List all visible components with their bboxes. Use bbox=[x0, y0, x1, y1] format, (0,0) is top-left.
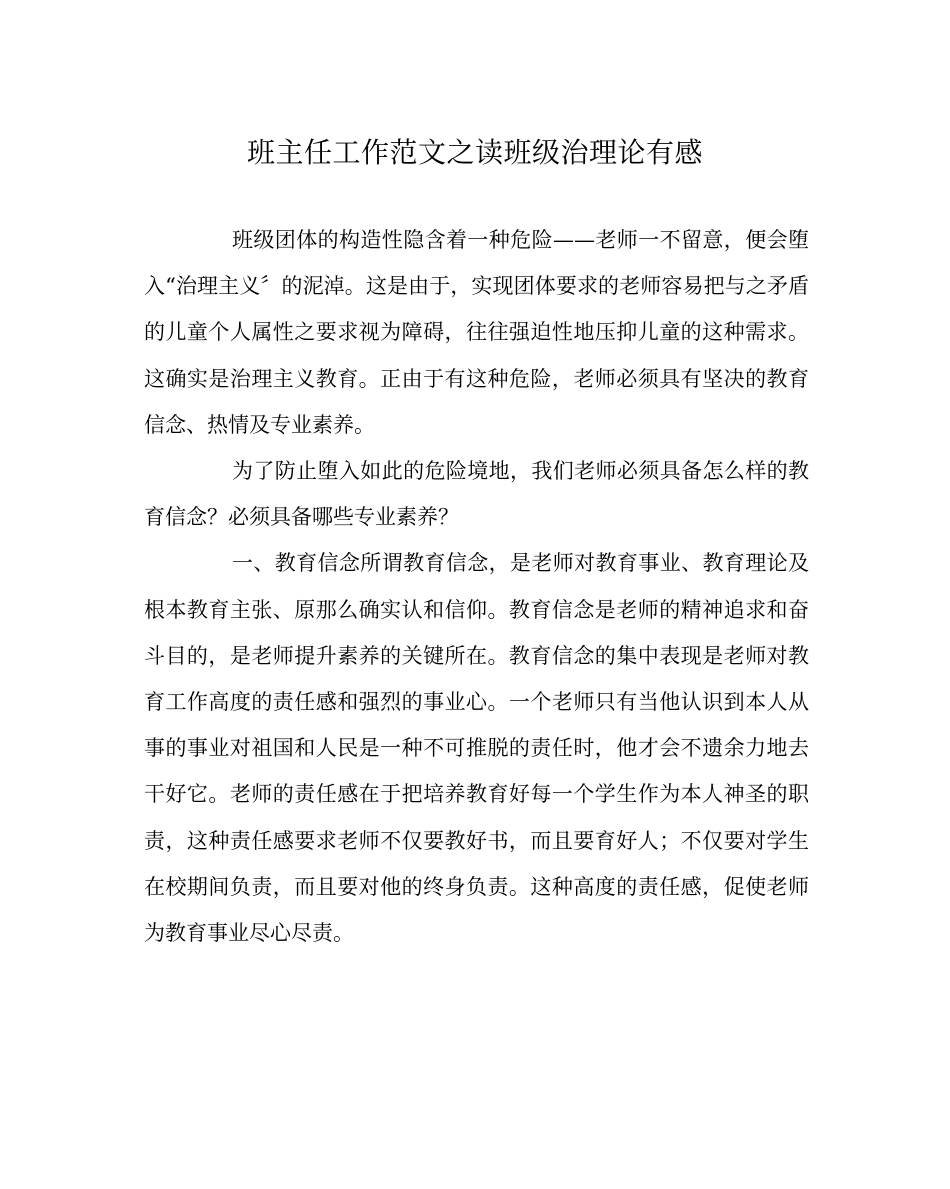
paragraph-1: 班级团体的构造性隐含着一种危险——老师一不留意，便会堕入“治理主义〞的泥淖。这是由于，实现团体要求的老师容易把与之矛盾的儿童个人属性之要求视为障碍，往往强迫性地压抑儿童的这种需求。这确实是治理主义教育。正由于有这种危险，老师必须具有坚决的教育信念、热情及专业素养。 bbox=[144, 228, 809, 437]
paragraph-3: 一、教育信念所谓教育信念，是老师对教育事业、教育理论及根本教育主张、原那么确实认和信仰。教育信念是老师的精神追求和奋斗目的，是老师提升素养的关键所在。教育信念的集中表现是老师对教育工作高度的责任感和强烈的事业心。一个老师只有当他认识到本人从事的事业对祖国和人民是一种不可推脱的责任时，他才会不遗余力地去干好它。老师的责任感在于把培养教育好每一个学生作为本人神圣的职责，这种责任感要求老师不仅要教好书，而且要育好人；不仅要对学生在校期间负责，而且要对他的终身负责。这种高度的责任感，促使老师为教育事业尽心尽责。 bbox=[144, 551, 809, 946]
document-body bbox=[144, 217, 809, 956]
paragraph-2: 为了防止堕入如此的危险境地，我们老师必须具备怎么样的教育信念？必须具备哪些专业素养？ bbox=[144, 459, 809, 530]
document-title: 班主任工作范文之读班级治理论有感 bbox=[246, 136, 703, 169]
